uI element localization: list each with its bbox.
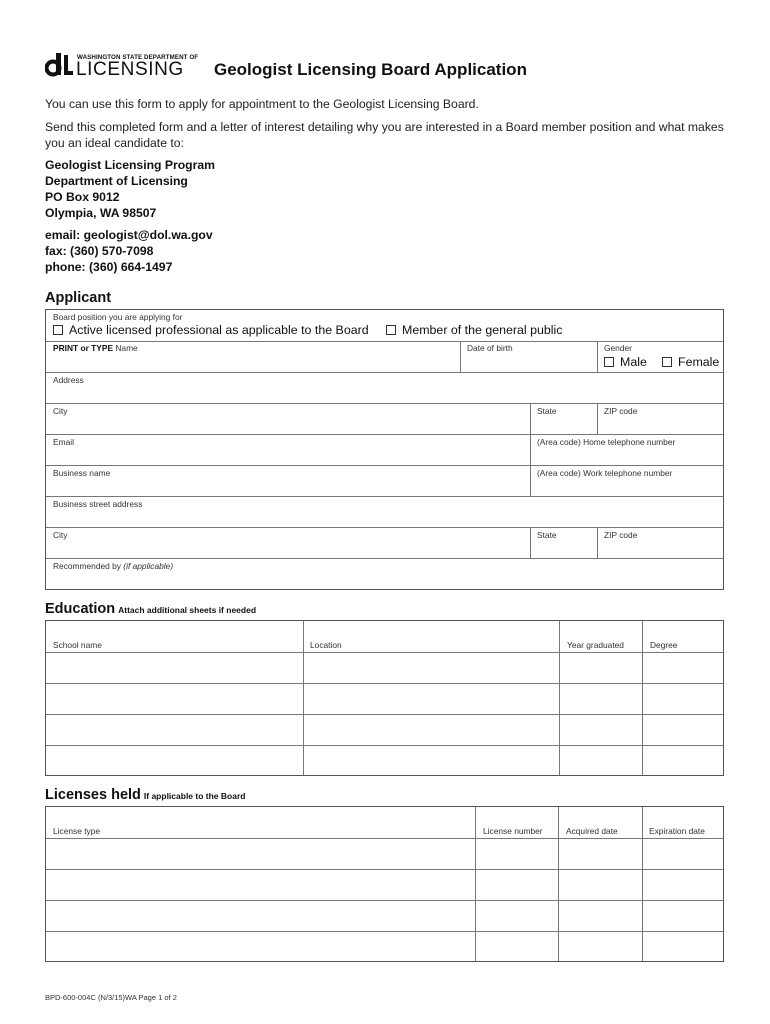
lic-col-acquired: Acquired date bbox=[566, 826, 618, 836]
state-label: State bbox=[537, 406, 557, 416]
female-label: Female bbox=[678, 355, 720, 369]
gender-female-option[interactable] bbox=[662, 355, 719, 369]
zip-label: ZIP code bbox=[604, 406, 638, 416]
lic-col-number: License number bbox=[483, 826, 543, 836]
applicant-form bbox=[45, 309, 724, 590]
option-public[interactable] bbox=[386, 323, 562, 337]
contact-email: email: geologist@dol.wa.gov bbox=[45, 228, 213, 242]
intro-line-1: You can use this form to apply for appointment to the Geologist Licensing Board. bbox=[45, 97, 479, 111]
option-professional[interactable] bbox=[53, 323, 369, 337]
recommended-label: Recommended by (if applicable) bbox=[53, 561, 174, 571]
business-zip-label: ZIP code bbox=[604, 530, 638, 540]
dol-logo-icon bbox=[45, 51, 73, 79]
work-phone-label: (Area code) Work telephone number bbox=[537, 468, 673, 478]
name-label: PRINT or TYPE Name bbox=[53, 343, 138, 353]
business-name-label: Business name bbox=[53, 468, 111, 478]
position-label: Board position you are applying for bbox=[53, 312, 183, 322]
female-checkbox[interactable] bbox=[662, 357, 672, 367]
contact-phone: phone: (360) 664-1497 bbox=[45, 260, 173, 274]
professional-checkbox[interactable] bbox=[53, 325, 63, 335]
logo-agency-line: WASHINGTON STATE DEPARTMENT OF bbox=[77, 54, 199, 61]
page-title: Geologist Licensing Board Application bbox=[214, 60, 527, 79]
lic-col-type: License type bbox=[53, 826, 101, 836]
lic-col-expiration: Expiration date bbox=[649, 826, 705, 836]
business-city-label: City bbox=[53, 530, 68, 540]
mailing-address-line-2: Department of Licensing bbox=[45, 174, 188, 188]
male-checkbox[interactable] bbox=[604, 357, 614, 367]
contact-fax: fax: (360) 570-7098 bbox=[45, 244, 154, 258]
edu-col-school: School name bbox=[53, 640, 102, 650]
gender-male-option[interactable] bbox=[604, 355, 647, 369]
business-state-label: State bbox=[537, 530, 557, 540]
business-address-label: Business street address bbox=[53, 499, 143, 509]
home-phone-label: (Area code) Home telephone number bbox=[537, 437, 676, 447]
dob-label: Date of birth bbox=[467, 343, 513, 353]
gender-label: Gender bbox=[604, 343, 632, 353]
intro-line-2: Send this completed form and a letter of interest detailing why you are interested in a Board member position and what makes you an ideal candidate to: bbox=[45, 120, 724, 150]
dol-logo bbox=[45, 51, 199, 81]
mailing-address-line-3: PO Box 9012 bbox=[45, 190, 120, 204]
mailing-address-line-1: Geologist Licensing Program bbox=[45, 158, 215, 172]
edu-col-degree: Degree bbox=[650, 640, 678, 650]
address-label: Address bbox=[53, 375, 84, 385]
email-label: Email bbox=[53, 437, 74, 447]
logo-licensing-word: LICENSING bbox=[76, 59, 184, 80]
licenses-note: If applicable to the Board bbox=[143, 791, 246, 801]
public-label: Member of the general public bbox=[402, 323, 563, 337]
professional-label: Active licensed professional as applicable to the Board bbox=[69, 323, 369, 337]
education-heading: Education Attach additional sheets if needed bbox=[45, 601, 257, 617]
edu-col-location: Location bbox=[310, 640, 342, 650]
licenses-heading: Licenses held If applicable to the Board bbox=[45, 787, 246, 803]
city-label: City bbox=[53, 406, 68, 416]
public-checkbox[interactable] bbox=[386, 325, 396, 335]
edu-col-year: Year graduated bbox=[567, 640, 624, 650]
education-table bbox=[45, 620, 724, 776]
licenses-table bbox=[45, 806, 724, 962]
applicant-heading: Applicant bbox=[45, 290, 112, 306]
form-footer: BPD-600-004C (N/3/15)WA Page 1 of 2 bbox=[45, 993, 177, 1002]
mailing-address-line-4: Olympia, WA 98507 bbox=[45, 206, 157, 220]
education-note: Attach additional sheets if needed bbox=[118, 605, 257, 615]
male-label: Male bbox=[620, 355, 647, 369]
